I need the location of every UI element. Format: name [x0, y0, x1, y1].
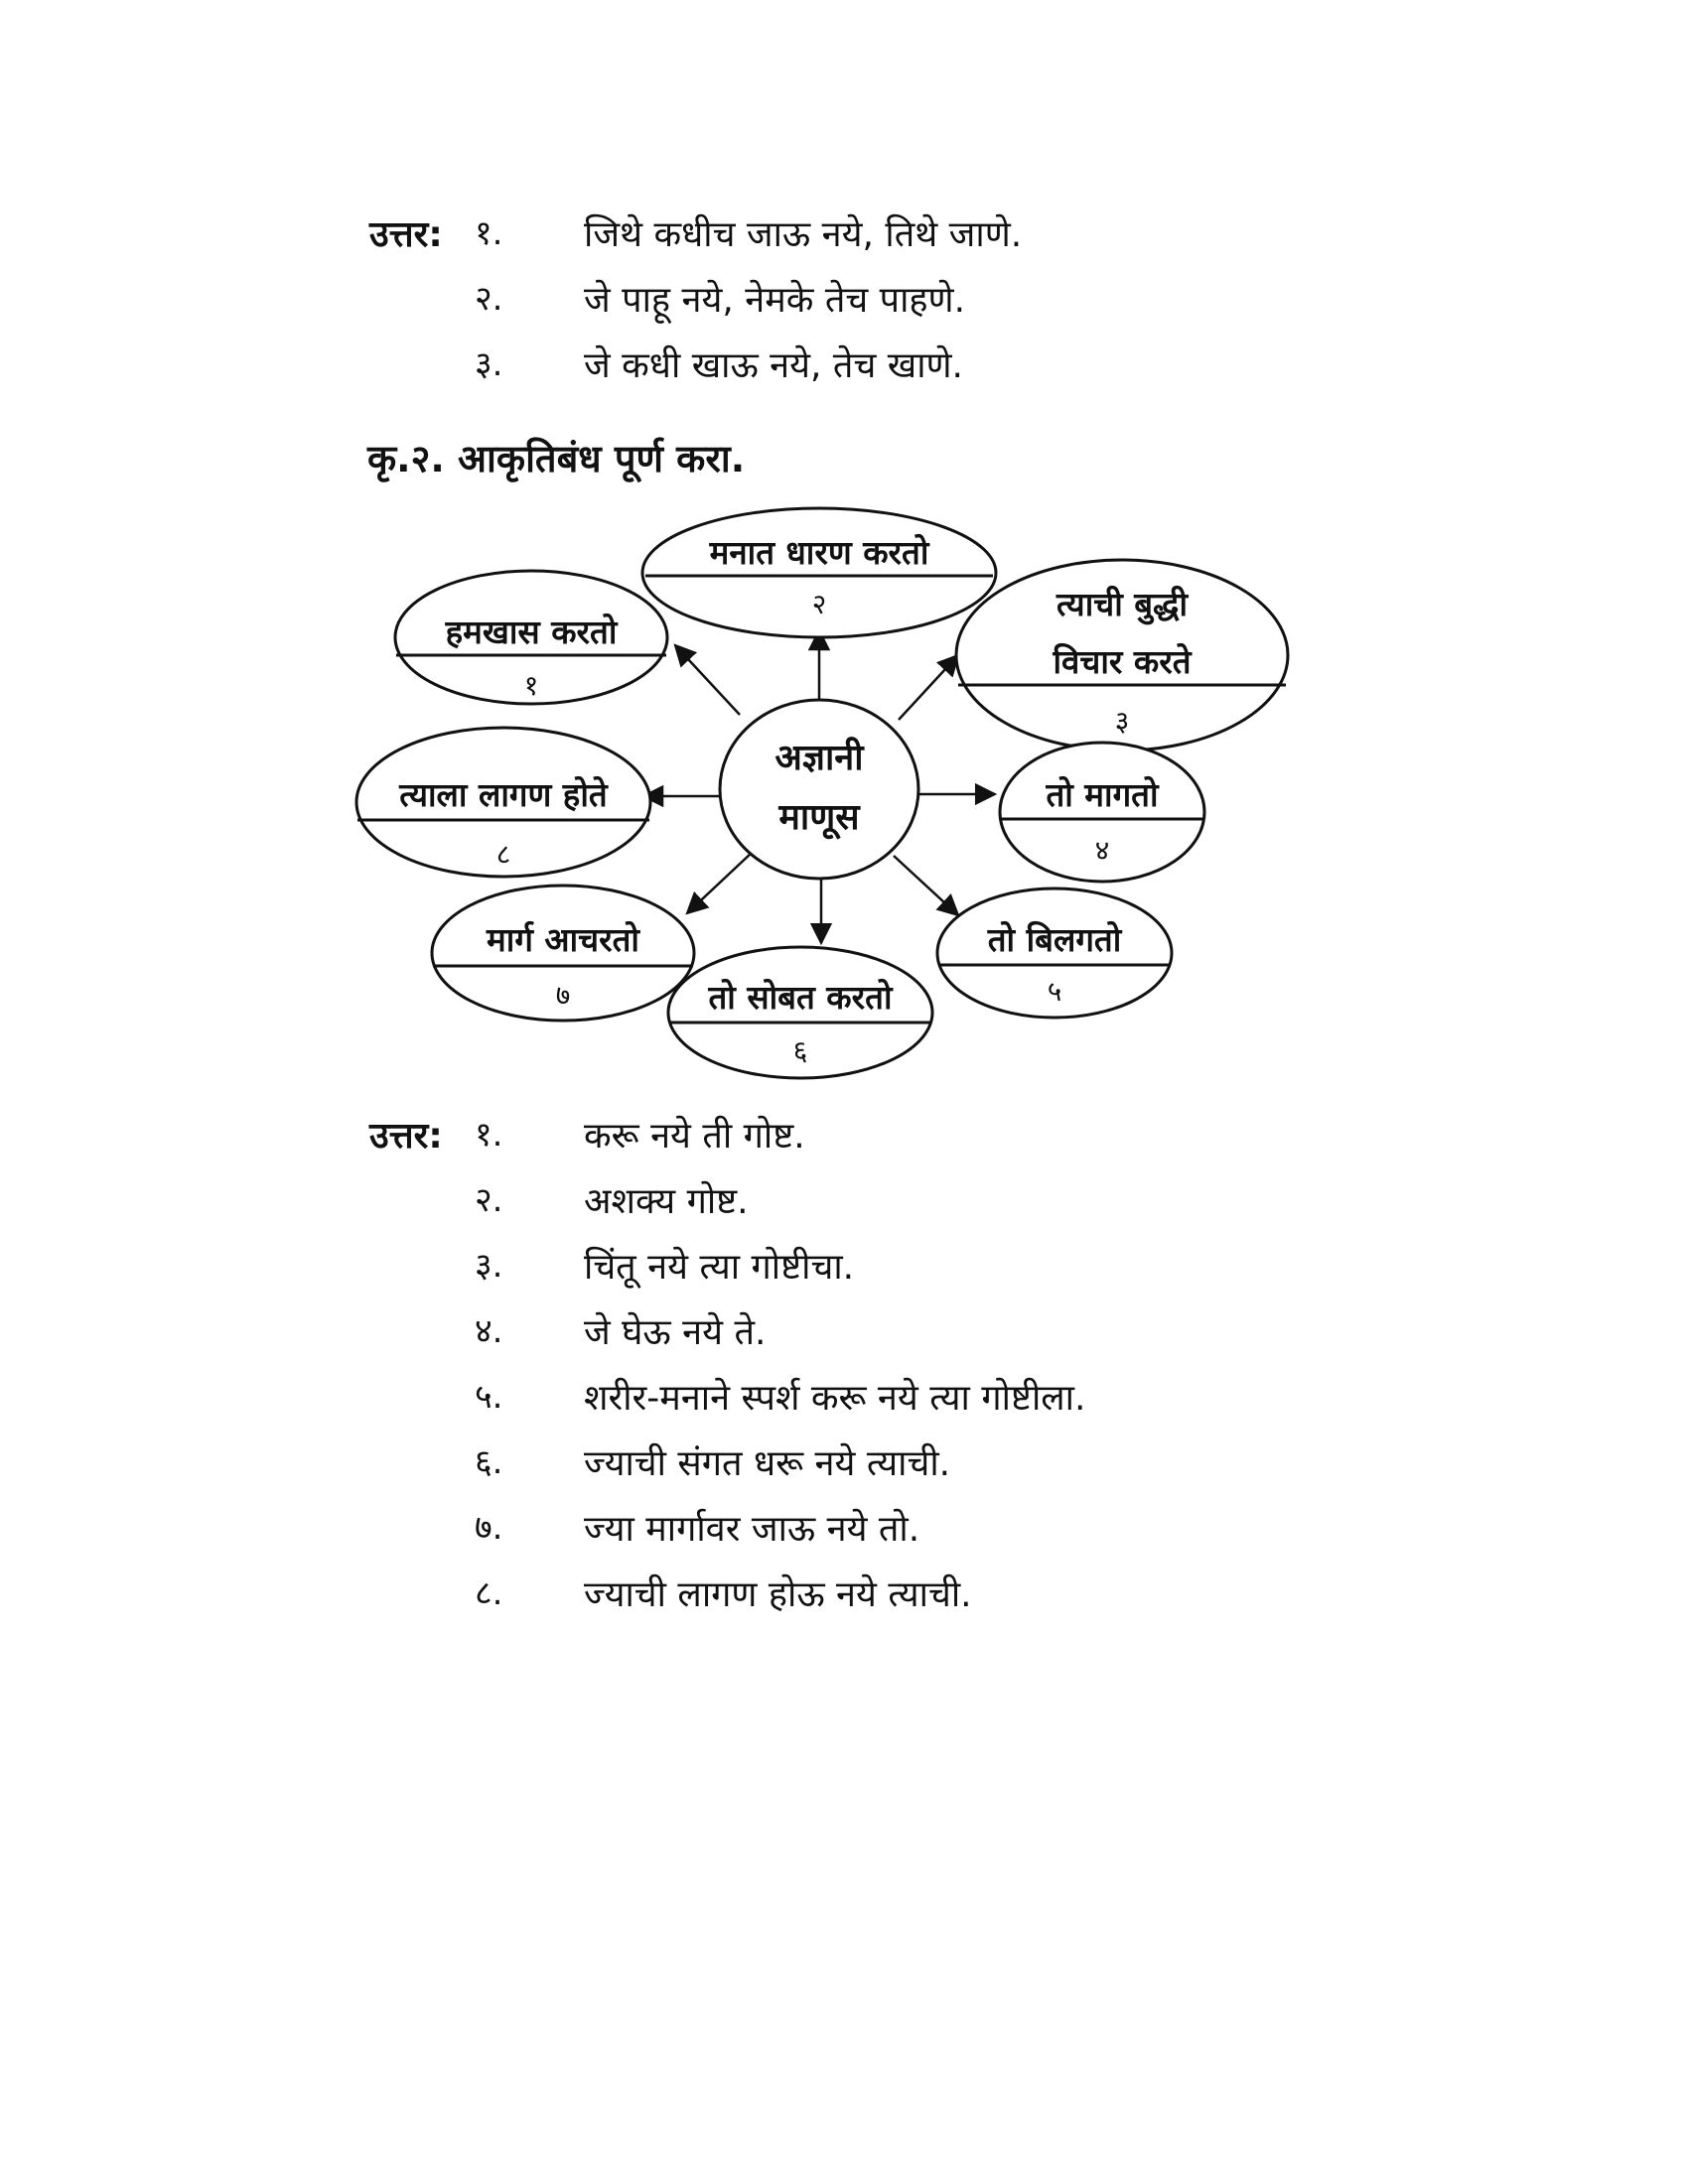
node-label-line1: त्याची बुद्धी — [1055, 585, 1189, 623]
item-number: १. — [475, 213, 503, 253]
item-text: शरीर-मनाने स्पर्श करू नये त्या गोष्टीला. — [584, 1378, 1086, 1419]
item-text: जे कधी खाऊ नये, तेच खाणे. — [584, 345, 963, 386]
node-number: १ — [523, 669, 539, 702]
node-7 — [432, 886, 694, 1021]
node-number: २ — [811, 588, 827, 620]
item-number: २. — [475, 1180, 503, 1220]
node-label: मनात धारण करतो — [709, 533, 929, 572]
node-3 — [956, 560, 1288, 751]
center-ellipse — [720, 700, 918, 879]
answer-lead: उत्तर: — [369, 214, 443, 255]
node-number: ८ — [495, 838, 511, 871]
node-label: तो बिलगतो — [987, 920, 1122, 959]
node-number: ७ — [555, 979, 571, 1012]
answer-lead: उत्तर: — [369, 1116, 443, 1157]
item-text: ज्याची लागण होऊ नये त्याची. — [584, 1574, 972, 1615]
node-label: हमखास करतो — [445, 613, 618, 651]
node-5 — [937, 888, 1172, 1018]
node-6 — [668, 947, 932, 1078]
node-4 — [1000, 743, 1204, 882]
item-text: अशक्य गोष्ट. — [584, 1181, 749, 1222]
node-1 — [395, 571, 667, 704]
item-number: ६. — [475, 1442, 503, 1482]
answer-2-item — [0, 1306, 1291, 1362]
node-label: तो सोबत करतो — [708, 978, 893, 1017]
center-label-line2: माणूस — [778, 797, 860, 838]
item-number: १. — [475, 1115, 503, 1155]
item-number: २. — [475, 279, 503, 319]
node-number: ३ — [1114, 705, 1130, 738]
answer-2-item — [0, 1372, 1291, 1428]
center-node — [720, 700, 918, 879]
center-label-line1: अज्ञानी — [774, 738, 864, 778]
item-number: ५. — [475, 1377, 503, 1417]
node-label: मार्ग आचरतो — [487, 920, 639, 959]
item-number: ८. — [475, 1573, 503, 1613]
arrow-to-node-1 — [675, 645, 740, 715]
answer-2-item — [0, 1437, 1291, 1493]
answer-2-item — [0, 1110, 1291, 1165]
item-number: ७. — [475, 1508, 503, 1548]
node-label: त्याला लागण होते — [399, 775, 608, 814]
item-text: करू नये ती गोष्ट. — [584, 1116, 805, 1157]
node-number: ५ — [1047, 975, 1062, 1008]
node-number: ६ — [792, 1034, 808, 1067]
answer-2-item — [0, 1241, 1291, 1297]
answer-2-item — [0, 1569, 1291, 1624]
item-number: ३. — [475, 1246, 503, 1286]
item-text: जे घेऊ नये ते. — [584, 1312, 767, 1353]
item-text: चिंतू नये त्या गोष्टीचा. — [584, 1247, 855, 1288]
arrow-to-node-5 — [894, 856, 958, 915]
node-label-line2: विचार करते — [1053, 642, 1192, 681]
item-number: ४. — [475, 1311, 503, 1351]
node-8 — [356, 728, 650, 877]
node-2 — [642, 508, 996, 637]
item-text: ज्या मार्गावर जाऊ नये तो. — [584, 1509, 920, 1550]
item-text: ज्याची संगत धरू नये त्याची. — [584, 1443, 951, 1484]
arrow-to-node-7 — [687, 852, 753, 913]
item-text: जिथे कधीच जाऊ नये, तिथे जाणे. — [584, 214, 1023, 255]
arrow-to-node-3 — [899, 655, 958, 720]
item-text: जे पाहू नये, नेमके तेच पाहणे. — [584, 280, 966, 321]
node-label: तो मागतो — [1046, 775, 1159, 814]
item-number: ३. — [475, 344, 503, 384]
node-number: ४ — [1094, 834, 1110, 867]
answer-2-item — [0, 1175, 1291, 1231]
question-heading: कृ.२. आकृतिबंध पूर्ण करा. — [367, 437, 746, 480]
answer-2-item — [0, 1503, 1291, 1559]
